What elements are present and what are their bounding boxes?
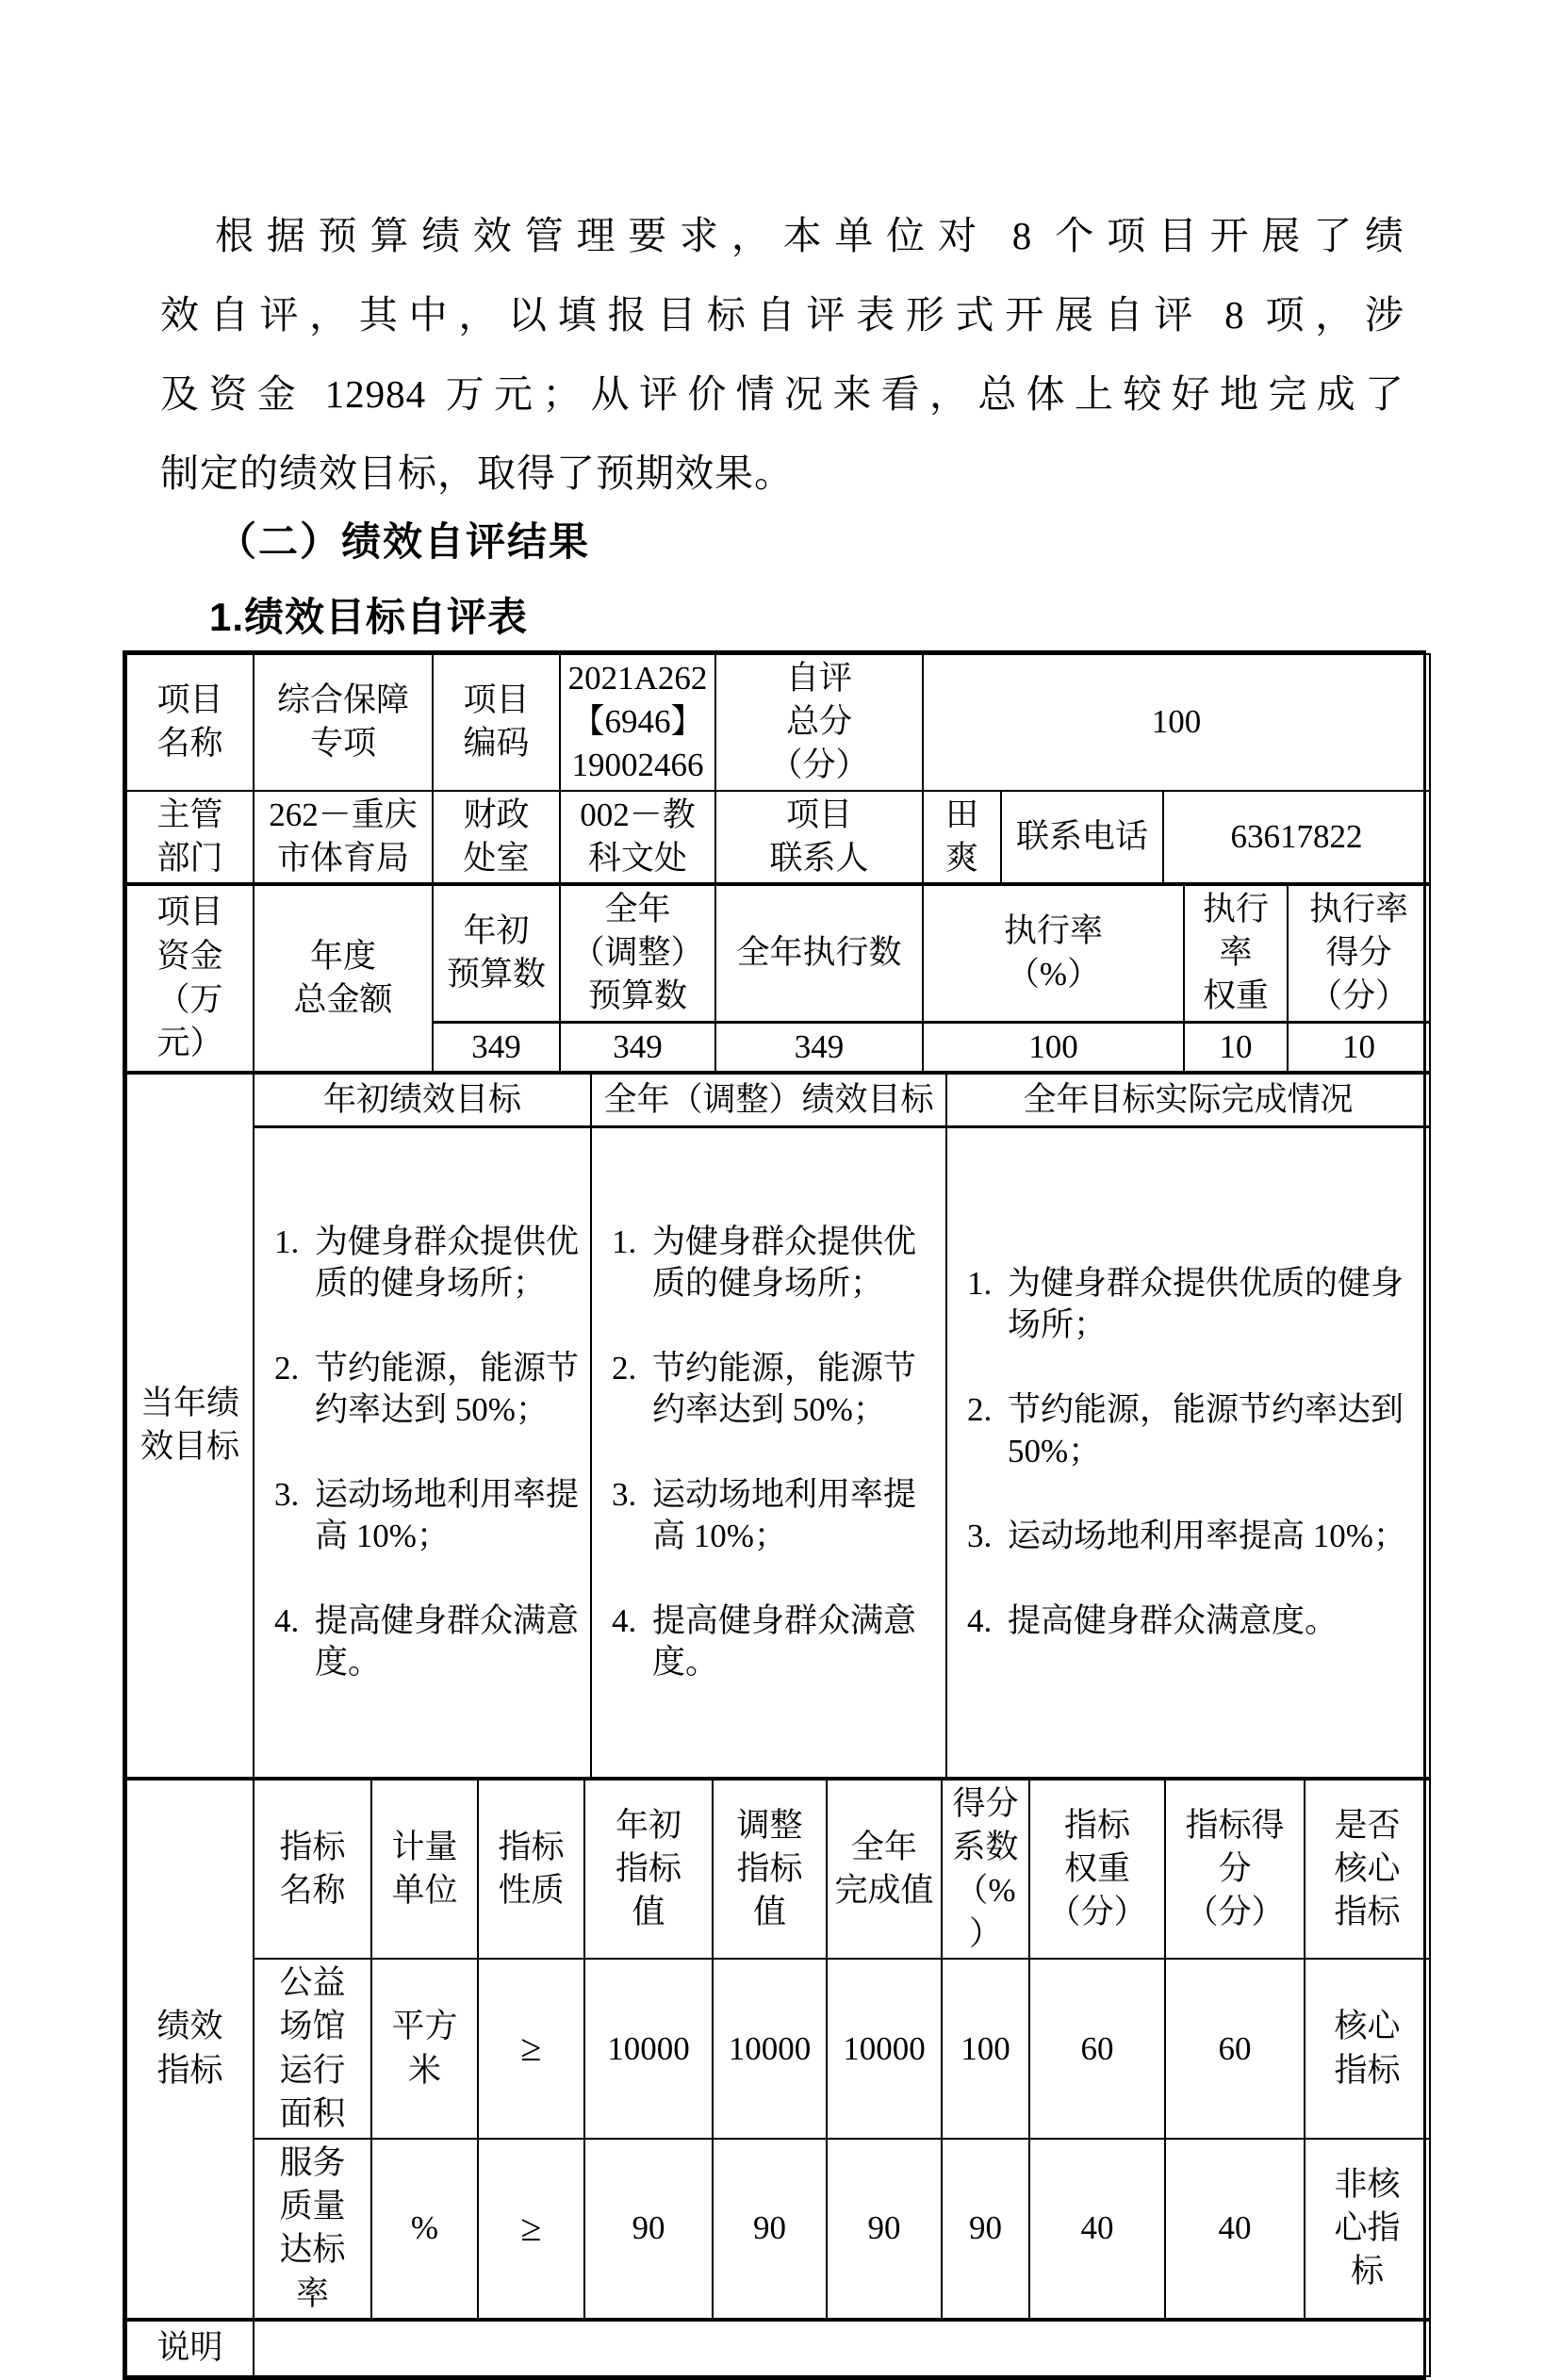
execution-score-value: 10 xyxy=(1288,1022,1430,1072)
adjusted-budget-value: 349 xyxy=(560,1022,715,1072)
indicator-score-coefficient: 100 xyxy=(942,1959,1029,2139)
initial-goals-list xyxy=(254,1127,591,1778)
phone-value: 63617822 xyxy=(1163,791,1430,883)
indicator-row xyxy=(126,1959,1430,2139)
goals-label: 当年绩 效目标 xyxy=(126,1074,254,1778)
indicator-weight-header: 指标 权重 （分） xyxy=(1029,1780,1165,1960)
project-code-label: 项目 编码 xyxy=(433,654,560,791)
indicator-initial-value: 90 xyxy=(584,2139,713,2319)
paragraph-line: 制定的绩效目标，取得了预期效果。 xyxy=(160,451,794,495)
indicator-unit: 平方 米 xyxy=(371,1959,478,2139)
goal-item: 3. 运动场地利用率提高 10%； xyxy=(307,1474,584,1557)
self-score-label: 自评 总分 （分） xyxy=(715,654,923,791)
paragraph-line: 及资金 12984 万元；从评价情况来看，总体上较好地完成了 xyxy=(160,372,1404,416)
indicator-adjusted-value: 90 xyxy=(713,2139,827,2319)
goal-item: 2. 节约能源，能源节约率达到 50%； xyxy=(1000,1389,1423,1472)
core-indicator-header: 是否 核心 指标 xyxy=(1305,1780,1430,1960)
goal-item: 4. 提高健身群众满意度。 xyxy=(1000,1600,1423,1642)
score-coefficient-header: 得分 系数 （% ） xyxy=(942,1780,1029,1960)
indicator-name: 服务 质量 达标 率 xyxy=(254,2139,371,2319)
goal-item: 4. 提高健身群众满意度。 xyxy=(645,1600,940,1683)
section-heading: （二）绩效自评结果 xyxy=(217,519,591,564)
annual-total-label: 年度 总金额 xyxy=(254,885,433,1072)
goal-item: 2. 节约能源，能源节约率达到 50%； xyxy=(645,1348,940,1431)
table-section-goals xyxy=(125,1073,1431,1779)
table-section-project xyxy=(125,653,1431,884)
goal-item: 3. 运动场地利用率提高 10%； xyxy=(645,1474,940,1557)
goal-item: 4. 提高健身群众满意度。 xyxy=(307,1600,584,1683)
executed-amount-value: 349 xyxy=(715,1022,923,1072)
note-label: 说明 xyxy=(126,2321,254,2376)
funds-label: 项目 资金 （万 元） xyxy=(126,885,254,1072)
dept-value: 262－重庆 市体育局 xyxy=(254,791,433,883)
adjusted-goals-header: 全年（调整）绩效目标 xyxy=(591,1074,946,1127)
goal-item: 1. 为健身群众提供优质的健身场所； xyxy=(1000,1263,1423,1346)
finance-office-label: 财政 处室 xyxy=(433,791,560,883)
table-section-indicators xyxy=(125,1779,1431,2320)
indicators-label: 绩效 指标 xyxy=(126,1780,254,2319)
self-score-value: 100 xyxy=(923,654,1430,791)
project-name-value: 综合保障 专项 xyxy=(254,654,433,791)
adjusted-goals-list xyxy=(591,1127,946,1778)
performance-self-evaluation-table xyxy=(123,650,1426,2380)
execution-rate-value: 100 xyxy=(923,1022,1184,1072)
contact-value: 田 爽 xyxy=(923,791,1001,883)
indicator-core-flag: 核心 指标 xyxy=(1305,1959,1430,2139)
initial-goals-header: 年初绩效目标 xyxy=(254,1074,591,1127)
goal-item: 1. 为健身群众提供优质的健身场所； xyxy=(307,1222,584,1305)
goal-item: 1. 为健身群众提供优质的健身场所； xyxy=(645,1222,940,1305)
indicator-score-header: 指标得 分 （分） xyxy=(1165,1780,1305,1960)
execution-score-header: 执行率 得分 （分） xyxy=(1288,885,1430,1022)
indicator-unit: % xyxy=(371,2139,478,2319)
paragraph-line: 效自评，其中，以填报目标自评表形式开展自评 8 项，涉 xyxy=(160,293,1404,336)
project-name-label: 项目 名称 xyxy=(126,654,254,791)
indicator-score: 40 xyxy=(1165,2139,1305,2319)
indicator-score: 60 xyxy=(1165,1959,1305,2139)
indicator-completed-value: 10000 xyxy=(827,1959,942,2139)
indicator-adjusted-value: 10000 xyxy=(713,1959,827,2139)
adjusted-budget-header: 全年 （调整） 预算数 xyxy=(560,885,715,1022)
phone-label: 联系电话 xyxy=(1001,791,1163,883)
adjusted-value-header: 调整 指标 值 xyxy=(713,1780,827,1960)
completed-value-header: 全年 完成值 xyxy=(827,1780,942,1960)
goal-item: 3. 运动场地利用率提高 10%； xyxy=(1000,1516,1423,1557)
contact-label: 项目 联系人 xyxy=(715,791,923,883)
nature-header: 指标 性质 xyxy=(478,1780,584,1960)
dept-label: 主管 部门 xyxy=(126,791,254,883)
indicator-score-coefficient: 90 xyxy=(942,2139,1029,2319)
table-section-note xyxy=(125,2320,1431,2377)
execution-rate-header: 执行率 （%） xyxy=(923,885,1184,1022)
initial-budget-value: 349 xyxy=(433,1022,560,1072)
execution-weight-header: 执行 率 权重 xyxy=(1184,885,1288,1022)
indicator-nature: ≥ xyxy=(478,1959,584,2139)
executed-amount-header: 全年执行数 xyxy=(715,885,923,1022)
table-section-funds xyxy=(125,884,1431,1073)
indicator-weight: 40 xyxy=(1029,2139,1165,2319)
execution-weight-value: 10 xyxy=(1184,1022,1288,1072)
unit-header: 计量 单位 xyxy=(371,1780,478,1960)
table-heading: 1.绩效目标自评表 xyxy=(209,595,529,639)
note-value xyxy=(254,2321,1430,2376)
goal-item: 2. 节约能源，能源节约率达到 50%； xyxy=(307,1348,584,1431)
indicator-name-header: 指标 名称 xyxy=(254,1780,371,1960)
actual-goals-header: 全年目标实际完成情况 xyxy=(946,1074,1430,1127)
finance-office-value: 002－教 科文处 xyxy=(560,791,715,883)
indicator-weight: 60 xyxy=(1029,1959,1165,2139)
indicator-nature: ≥ xyxy=(478,2139,584,2319)
indicator-name: 公益 场馆 运行 面积 xyxy=(254,1959,371,2139)
initial-value-header: 年初 指标 值 xyxy=(584,1780,713,1960)
actual-goals-list xyxy=(946,1127,1430,1778)
intro-paragraph xyxy=(160,196,1404,513)
project-code-value: 2021A262 【6946】 19002466 xyxy=(560,654,715,791)
indicator-row xyxy=(126,2139,1430,2319)
indicator-core-flag: 非核 心指 标 xyxy=(1305,2139,1430,2319)
indicator-completed-value: 90 xyxy=(827,2139,942,2319)
paragraph-line: 根据预算绩效管理要求，本单位对 8 个项目开展了绩 xyxy=(215,214,1404,257)
initial-budget-header: 年初 预算数 xyxy=(433,885,560,1022)
indicator-initial-value: 10000 xyxy=(584,1959,713,2139)
